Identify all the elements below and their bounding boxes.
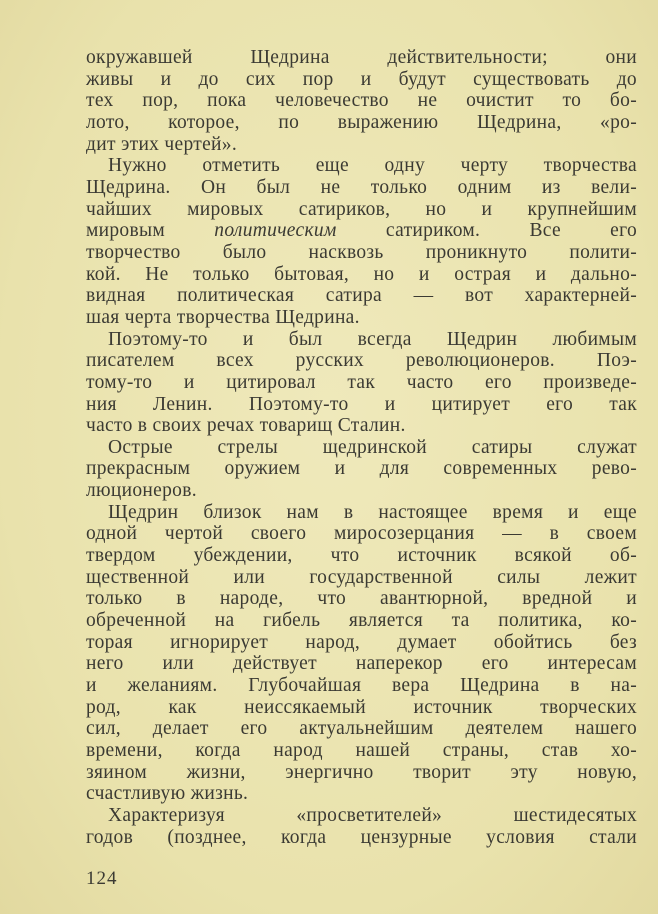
text-line: окружавшей Щедрина действительности; они — [86, 47, 637, 68]
text-line: щественной или государственной силы лежит — [86, 566, 637, 588]
text-line: одной чертой своего миросозерцания — в своем — [86, 523, 637, 545]
text-line: только в народе, что авантюрной, вредной и — [86, 588, 637, 610]
text-line: зяином жизни, энергично творит эту новую, — [86, 761, 637, 783]
body-text — [86, 47, 637, 848]
italic-emphasis: политическим — [214, 220, 337, 242]
text-line: прекрасным оружием и для современных рево- — [86, 458, 637, 480]
text-line: шая черта творчества Щедрина. — [86, 306, 360, 328]
text-line: чайших мировых сатириков, но и крупнейшим — [86, 198, 637, 220]
text-line: часто в своих речах товарищ Сталин. — [86, 415, 406, 437]
text-line: Поэтому-то и был всегда Щедрин любимым — [108, 328, 637, 350]
text-line: Щедрина. Он был не только одним из вели- — [86, 176, 637, 198]
page-number: 124 — [86, 868, 118, 889]
text-line: Характеризуя «просветителей» шестидесятых — [108, 804, 637, 826]
text-line: Нужно отметить еще одну черту творчества — [108, 155, 637, 177]
text-line: род, как неиссякаемый источник творческих — [86, 696, 637, 718]
text-line: творчество было насквозь проникнуто полити- — [86, 241, 637, 263]
text-line: счастливую жизнь. — [86, 783, 249, 805]
text-line: лото, которое, по выражению Щедрина, «ро- — [86, 111, 637, 133]
text-line: торая игнорирует народ, думает обойтись без — [86, 631, 637, 653]
text-line: Острые стрелы щедринской сатиры служат — [108, 436, 637, 458]
text-line: твердом убеждении, что источник всякой об- — [86, 545, 637, 567]
text-line: тому-то и цитировал так часто его произведе- — [86, 371, 637, 393]
text-line: годов (позднее, когда цензурные условия стали — [86, 826, 637, 848]
text-line: ния Ленин. Поэтому-то и цитирует его так — [86, 393, 637, 415]
text-line — [86, 220, 637, 242]
text-line: писателем всех русских революционеров. Поэ- — [86, 350, 637, 372]
text-line: люционеров. — [86, 480, 197, 502]
text-line: тех пор, пока человечество не очистит то бо- — [86, 90, 637, 112]
text-line: и желаниям. Глубочайшая вера Щедрина в на- — [86, 675, 637, 697]
text-line: кой. Не только бытовая, но и острая и дально- — [86, 263, 637, 285]
text-line: него или действует наперекор его интересам — [86, 653, 637, 675]
text-line: времени, когда народ нашей страны, став хо- — [86, 740, 637, 761]
text-segment: сатириком. Все его — [336, 220, 638, 242]
text-line: сил, делает его актуальнейшим деятелем нашего — [86, 718, 637, 740]
text-segment: мировым — [86, 220, 215, 242]
text-line: живы и до сих пор и будут существовать до — [86, 68, 637, 90]
text-line: обреченной на гибель является та политика, ко- — [86, 610, 637, 632]
text-line: видная политическая сатира — вот характерней- — [86, 285, 637, 307]
text-line: Щедрин близок нам в настоящее время и еще — [108, 501, 637, 523]
text-line: дит этих чертей». — [86, 133, 237, 155]
